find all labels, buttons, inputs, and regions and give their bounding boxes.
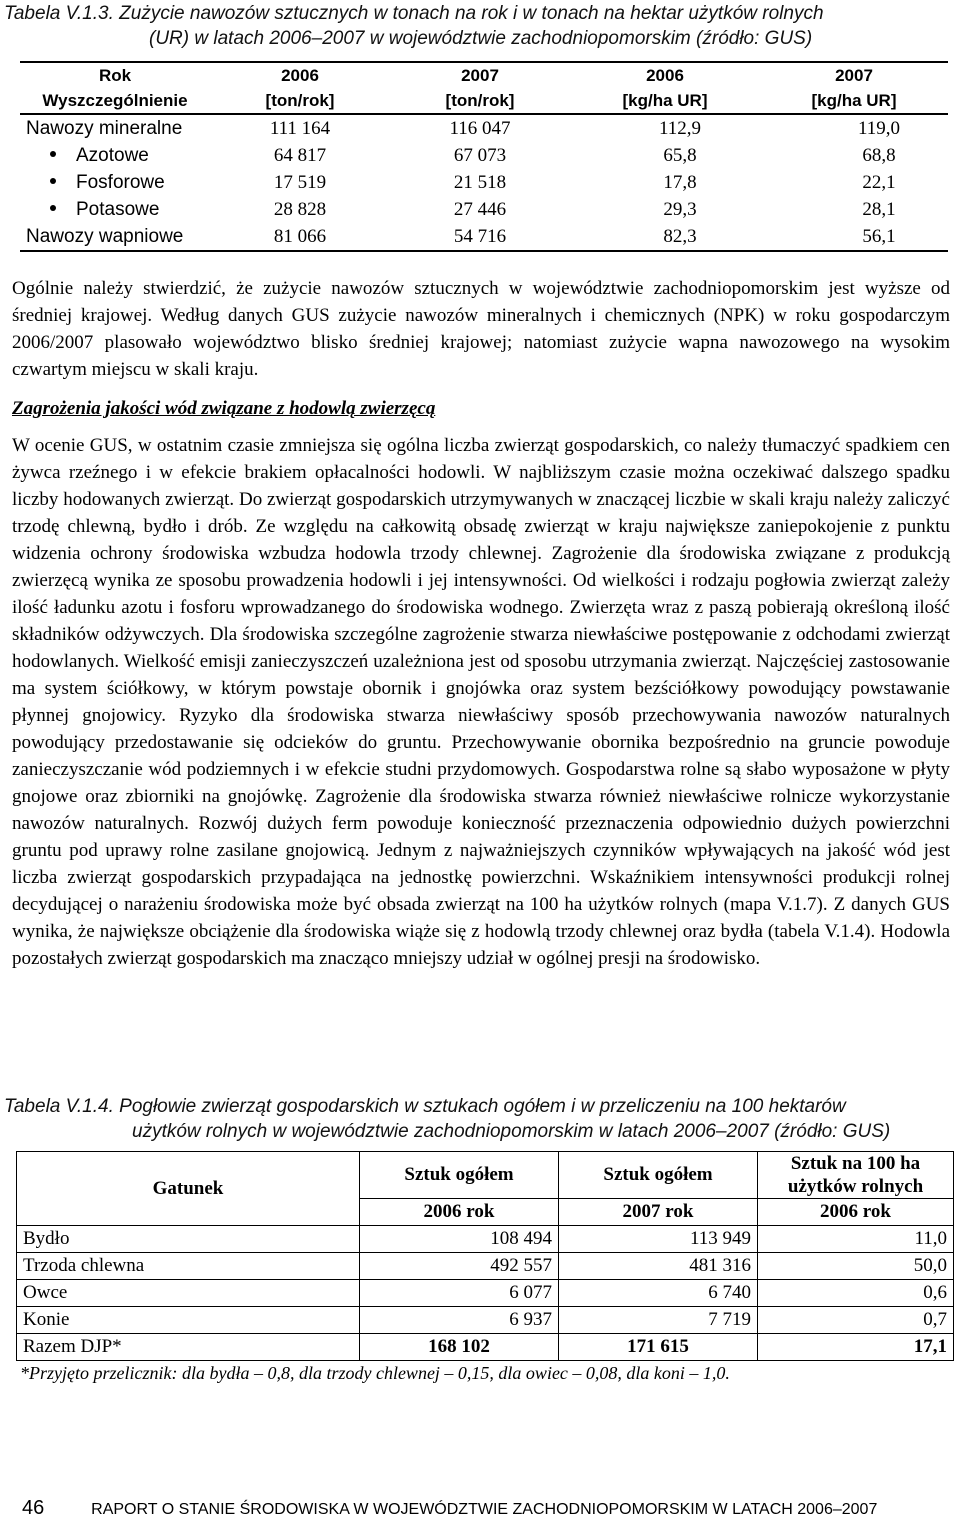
table-cell: 119,0 (857, 118, 901, 139)
paragraph-fertilizer-summary: Ogólnie należy stwierdzić, że zużycie nawozów sztucznych w województwie zachodniopomorskim jest wyższe od średniej krajowej. Według danych GUS zużycie nawozów mineralnych i chemicznych (NPK) w roku gospodarczym 2006/2007 plasowało województwo blisko średniej krajowej; natomiast zużycie wapna nawozowego na wysokim czwartym miejscu w skali kraju. (12, 278, 950, 380)
header-cell: [kg/ha UR] (760, 88, 948, 114)
bullet-icon (50, 151, 56, 157)
table-cell: 6 740 (559, 1280, 758, 1307)
table1-caption-line2: (UR) w latach 2006–2007 w województwie zachodniopomorskim (źródło: GUS) (149, 28, 813, 49)
row-label-text: Fosforowe (76, 172, 165, 193)
header-cell-line2: użytków rolnych (787, 1176, 924, 1197)
table2-note: *Przyjęto przelicznik: dla bydła – 0,8, dla trzody chlewnej – 0,15, dla owiec – 0,08, dla koni – 1,0. (20, 1363, 730, 1383)
table-cell: 68,8 (862, 145, 896, 166)
table-row (20, 196, 948, 223)
table-cell: 27 446 (453, 199, 507, 220)
table-cell: 113 949 (559, 1226, 758, 1253)
table-cell: 168 102 (360, 1334, 559, 1361)
page-number: 46 (22, 1497, 45, 1519)
table-row (20, 223, 948, 251)
table-row (17, 1280, 954, 1307)
table-cell: 116 047 (449, 118, 511, 139)
table-cell: 56,1 (760, 223, 948, 251)
row-label-text: Azotowe (76, 145, 149, 166)
table-cell: 21 518 (453, 172, 507, 193)
header-cell: 2007 (760, 62, 948, 88)
table-cell: 11,0 (758, 1226, 954, 1253)
row-label: Trzoda chlewna (17, 1253, 360, 1280)
table1-caption-line1: Tabela V.1.3. Zużycie nawozów sztucznych w tonach na rok i w tonach na hektar użytków rolnych (4, 3, 824, 24)
table-cell: 492 557 (360, 1253, 559, 1280)
row-label: Nawozy mineralne (26, 118, 183, 139)
header-cell: Sztuk ogółem (360, 1152, 559, 1199)
header-cell: 2006 (210, 62, 390, 88)
page-footer (22, 1497, 942, 1520)
footer-title: RAPORT O STANIE ŚRODOWISKA W WOJEWÓDZTWIE ZACHODNIOPOMORSKIM W LATACH 2006–2007 (91, 1501, 878, 1518)
row-label-text: Potasowe (76, 199, 160, 220)
table-cell: 6 077 (360, 1280, 559, 1307)
table-cell: 481 316 (559, 1253, 758, 1280)
table-cell: 81 066 (210, 223, 390, 251)
table-cell: 82,3 (570, 223, 760, 251)
table-cell: 171 615 (559, 1334, 758, 1361)
table-cell: 65,8 (663, 145, 697, 166)
fertilizer-table-header-units (20, 88, 948, 114)
table-row (17, 1307, 954, 1334)
table-cell: 28,1 (862, 199, 896, 220)
table-cell: 67 073 (453, 145, 507, 166)
bullet-icon (50, 178, 56, 184)
section-heading: Zagrożenia jakości wód związane z hodowlą zwierzęcą (12, 398, 436, 419)
row-label: Nawozy wapniowe (20, 223, 210, 251)
table-row-total (17, 1334, 954, 1361)
table2-caption-line1: Tabela V.1.4. Pogłowie zwierząt gospodarskich w sztukach ogółem i w przeliczeniu na 100 hektarów (4, 1096, 846, 1117)
table-cell: 50,0 (758, 1253, 954, 1280)
header-cell: 2006 (570, 62, 760, 88)
table-cell: 0,6 (758, 1280, 954, 1307)
livestock-table-header (17, 1152, 954, 1199)
table2-caption-line2: użytków rolnych w województwie zachodniopomorskim w latach 2006–2007 (źródło: GUS) (132, 1121, 891, 1142)
row-label: Razem DJP* (17, 1334, 360, 1361)
header-cell-line1: Sztuk na 100 ha (790, 1153, 921, 1174)
header-cell: [ton/rok] (390, 88, 570, 114)
table-row (20, 142, 948, 169)
header-cell: 2007 rok (559, 1199, 758, 1226)
row-label: Bydło (17, 1226, 360, 1253)
table-cell: 17,8 (663, 172, 697, 193)
table-row (20, 169, 948, 196)
table-row (20, 114, 948, 142)
table-cell: 7 719 (559, 1307, 758, 1334)
table-cell: 17 519 (273, 172, 327, 193)
row-label: Konie (17, 1307, 360, 1334)
table-cell: 17,1 (758, 1334, 954, 1361)
header-cell: 2007 (390, 62, 570, 88)
fertilizer-table-header-year (20, 62, 948, 88)
header-cell: 2006 rok (758, 1199, 954, 1226)
table-cell: 54 716 (390, 223, 570, 251)
header-cell: [kg/ha UR] (570, 88, 760, 114)
table-cell: 29,3 (663, 199, 697, 220)
header-cell: [ton/rok] (210, 88, 390, 114)
header-cell: Wyszczególnienie (20, 88, 210, 114)
header-cell: Sztuk ogółem (559, 1152, 758, 1199)
table-cell: 6 937 (360, 1307, 559, 1334)
table2-caption (4, 1094, 956, 1144)
table-cell: 28 828 (273, 199, 327, 220)
table-cell: 64 817 (273, 145, 327, 166)
table-cell: 0,7 (758, 1307, 954, 1334)
table-row (17, 1226, 954, 1253)
header-cell: Rok (20, 62, 210, 88)
livestock-table (16, 1151, 954, 1361)
table-cell: 108 494 (360, 1226, 559, 1253)
paragraph-livestock: W ocenie GUS, w ostatnim czasie zmniejsza się ogólna liczba zwierząt gospodarskich, co należy tłumaczyć spadkiem cen żywca rzeźnego i w efekcie brakiem opłacalności hodowli. W najbliższym czasie można oczekiwać dalszego spadku liczby hodowanych zwierząt. Do zwierząt gospodarskich utrzymywanych w znaczącej liczbie w skali kraju należy zaliczyć trzodę chlewną, bydło i drób. Ze względu na całkowitą obsadę zwierząt w kraju największe zaniepokojenie z punktu widzenia ochrony środowiska wzbudza hodowla trzody chlewnej. Zagrożenie dla środowiska związane z produkcją zwierzęcą wynika ze sposobu prowadzenia hodowli i jej intensywności. Od wielkości i rodzaju pogłowia zwierząt zależy ilość ładunku azotu i fosforu wprowadzanego do środowiska wodnego. Zwierzęta wraz z paszą pobierają określoną ilość składników odżywczych. Dla środowiska szczególne zagrożenie stwarza niewłaściwe postępowanie z odchodami zwierząt hodowlanych. Wielkość emisji zanieczyszczeń uzależniona jest od sposobu utrzymania zwierząt. Najczęściej zastosowanie ma system ściółkowy, w którym powstaje obornik i gnojówka oraz system bezściółkowy powodujący powstawanie płynnej gnojowicy. Ryzyko dla środowiska stwarza niewłaściwy sposób przechowywania nawozów naturalnych powodujący przedostawanie się odcieków do gruntu. Przechowywanie obornika bezpośrednio na gruncie powoduje zanieczyszczanie wód podziemnych i w efekcie studni przydomowych. Gospodarstwa rolne są słabo wyposażone w płyty gnojowe oraz zbiorniki na gnojówkę. Zagrożenie dla środowiska stwarza również niewłaściwe rolnicze wykorzystanie nawozów naturalnych. Rozwój dużych ferm powoduje konieczność przeznaczenia odpowiednio dużych powierzchni gruntu pod uprawy rolne zasilane gnojowicą. Jednym z najważniejszych czynników wpływających na jakość wód jest liczba zwierząt gospodarskich przypadająca na jednostkę powierzchni. Wskaźnikiem intensywności produkcji rolnej decydującej o narażeniu środowiska może być obsada zwierząt na 100 ha użytków rolnych (mapa V.1.7). Z danych GUS wynika, że największe obciążenie dla środowiska wiąże się z hodowlą trzody chlewnej oraz bydła (tabela V.1.4). Hodowla pozostałych zwierząt gospodarskich ma znacząco mniejszy udział w ogólnej presji na środowisko. (12, 435, 950, 969)
table1-caption (4, 1, 954, 51)
header-cell: Gatunek (17, 1152, 360, 1226)
table-row (17, 1253, 954, 1280)
header-cell: 2006 rok (360, 1199, 559, 1226)
row-label (20, 196, 210, 223)
row-label (20, 169, 210, 196)
row-label: Owce (17, 1280, 360, 1307)
table-cell: 112,9 (658, 118, 702, 139)
table-cell: 111 164 (269, 118, 331, 139)
bullet-icon (50, 205, 56, 211)
table-cell: 22,1 (862, 172, 896, 193)
header-cell (758, 1152, 954, 1199)
row-label (20, 142, 210, 169)
fertilizer-table (20, 61, 948, 252)
